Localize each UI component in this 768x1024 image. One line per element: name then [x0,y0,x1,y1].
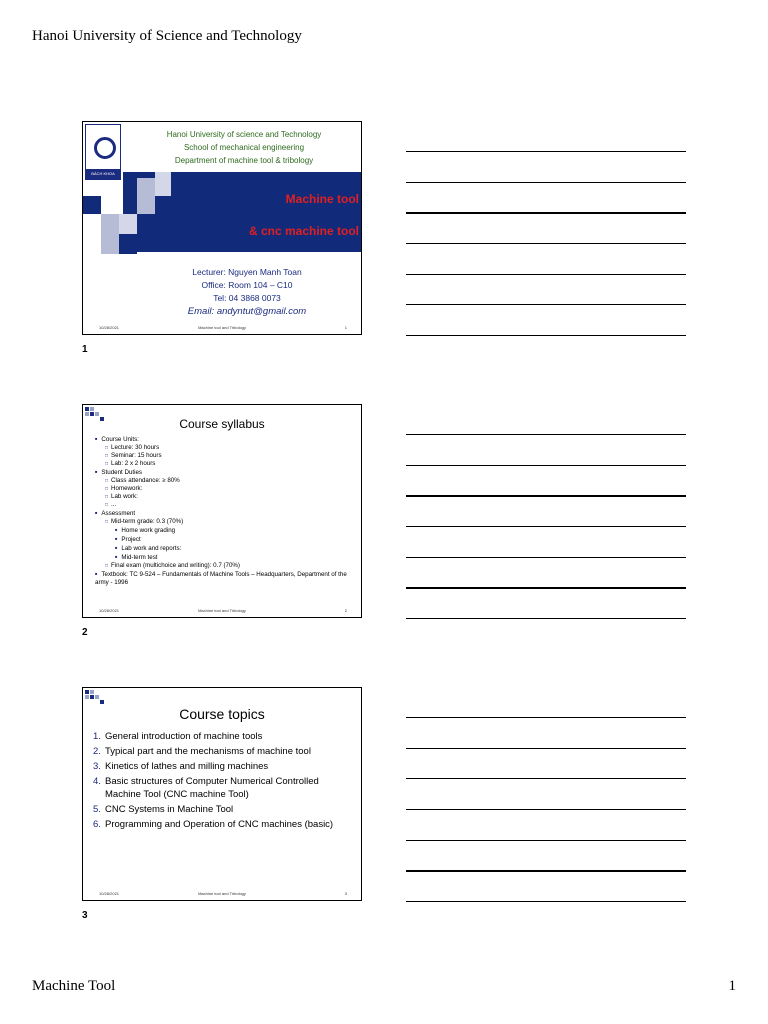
topic-number: 1. [93,731,101,742]
topic-item [93,730,355,743]
slide-1-title-line2: & cnc machine tool [248,224,359,238]
lecturer-name: Lecturer: Nguyen Manh Toan [192,267,302,277]
note-line [406,717,686,718]
note-line [406,434,686,435]
note-line [406,748,686,749]
slide-date: 10/28/2021 [99,325,120,330]
decor-square [83,196,101,214]
topic-item [93,818,355,831]
slide-1-title-line1: Machine tool [285,192,359,206]
syllabus-item: ■ Mid-term test [95,553,355,562]
slide-3-thumbnail [82,687,362,901]
topic-text: Typical part and the mechanisms of machine tool [105,746,311,757]
note-line [406,151,686,152]
syllabus-item: ■ Home work grading [95,526,355,535]
page-header: Hanoi University of Science and Technology [32,28,302,44]
syllabus-item: ■ Course Units: [95,435,355,444]
note-line [406,495,686,497]
note-line [406,335,686,336]
topic-number: 4. [93,776,101,787]
syllabus-item: ■ Lab work and reports: [95,544,355,553]
syllabus-item: ■ Student Duties [95,468,355,477]
slide-2-title: Course syllabus [179,417,265,431]
page-footer: Machine Tool [32,978,116,994]
note-line [406,618,686,619]
note-line [406,182,686,183]
topic-number: 6. [93,819,101,830]
topic-text: General introduction of machine tools [105,731,263,742]
note-line [406,243,686,244]
slide-1-thumbnail [82,121,362,335]
syllabus-item: ■ Project [95,535,355,544]
email-info: Email: andyntut@gmail.com [187,306,307,317]
syllabus-item: ■ Textbook: TC 9-524 – Fundamentals of Machine Tools – Headquarters, Department of the army - 1996 [95,570,355,587]
note-line [406,901,686,902]
slide-number-label: 2 [82,627,88,638]
note-line [406,212,686,214]
topic-text: CNC Systems in Machine Tool [105,804,234,815]
logo-caption: BÁCH KHOA [86,169,120,179]
slide-number-label: 1 [82,344,88,355]
syllabus-item: □ Lab work: [95,493,355,501]
slide-3-title: Course topics [179,706,265,722]
note-line [406,304,686,305]
topic-text: Basic structures of Computer Numerical Controlled Machine Tool (CNC machine Tool) [105,776,319,800]
topic-number: 5. [93,804,101,815]
note-line [406,840,686,841]
telephone-info: Tel: 04 3868 0073 [213,293,281,303]
decor-square [119,214,137,234]
syllabus-item: □ Seminar: 15 hours [95,452,355,460]
decor-square [119,234,137,254]
decor-square [155,172,171,196]
syllabus-item: □ Mid-term grade: 0.3 (70%) [95,518,355,526]
slide-footer-title: Machine tool and Tribology [198,891,246,896]
decor-square [101,214,119,234]
syllabus-item: □ ... [95,501,355,509]
topic-item [93,760,355,773]
topic-number: 2. [93,746,101,757]
topic-number: 3. [93,761,101,772]
slide-number-label: 3 [82,910,88,921]
lecturer-info [133,266,361,318]
topics-list [93,730,355,833]
syllabus-item: □ Homework: [95,485,355,493]
syllabus-list [95,435,355,587]
note-line [406,465,686,466]
slide-1-header [83,122,361,167]
decor-square [137,196,155,214]
syllabus-item: □ Class attendance: ≥ 80% [95,477,355,485]
page-number: 1 [728,978,736,994]
decor-square [101,234,119,254]
topic-text: Kinetics of lathes and milling machines [105,761,269,772]
university-name: Hanoi University of science and Technology [166,130,322,139]
slide-footer-title: Machine tool and Tribology [198,325,246,330]
decor-squares [85,690,105,704]
syllabus-item: ■ Assessment [95,509,355,518]
syllabus-item: □ Final exam (multichoice and writing): 0.7 (70%) [95,562,355,570]
syllabus-item: □ Lab: 2 x 2 hours [95,460,355,468]
office-info: Office: Room 104 – C10 [201,280,293,290]
slide-2-thumbnail [82,404,362,618]
topic-item [93,775,355,801]
note-line [406,870,686,872]
slide-date: 10/28/2021 [99,608,120,613]
slide-footer-title: Machine tool and Tribology [198,608,246,613]
department-name: Department of machine tool & tribology [174,156,314,165]
topic-item [93,803,355,816]
note-line [406,778,686,779]
note-line [406,274,686,275]
note-line [406,809,686,810]
slide-footer-number: 3 [344,891,347,896]
slide-footer-number: 1 [344,325,347,330]
note-line [406,526,686,527]
school-name: School of mechanical engineering [183,143,305,152]
slide-footer-number: 2 [344,608,347,613]
decor-square [137,178,155,196]
note-line [406,587,686,589]
topic-text: Programming and Operation of CNC machines (basic) [105,819,334,830]
topic-item [93,745,355,758]
slide-date: 10/28/2021 [99,891,120,896]
syllabus-item: □ Lecture: 30 hours [95,444,355,452]
note-line [406,557,686,558]
